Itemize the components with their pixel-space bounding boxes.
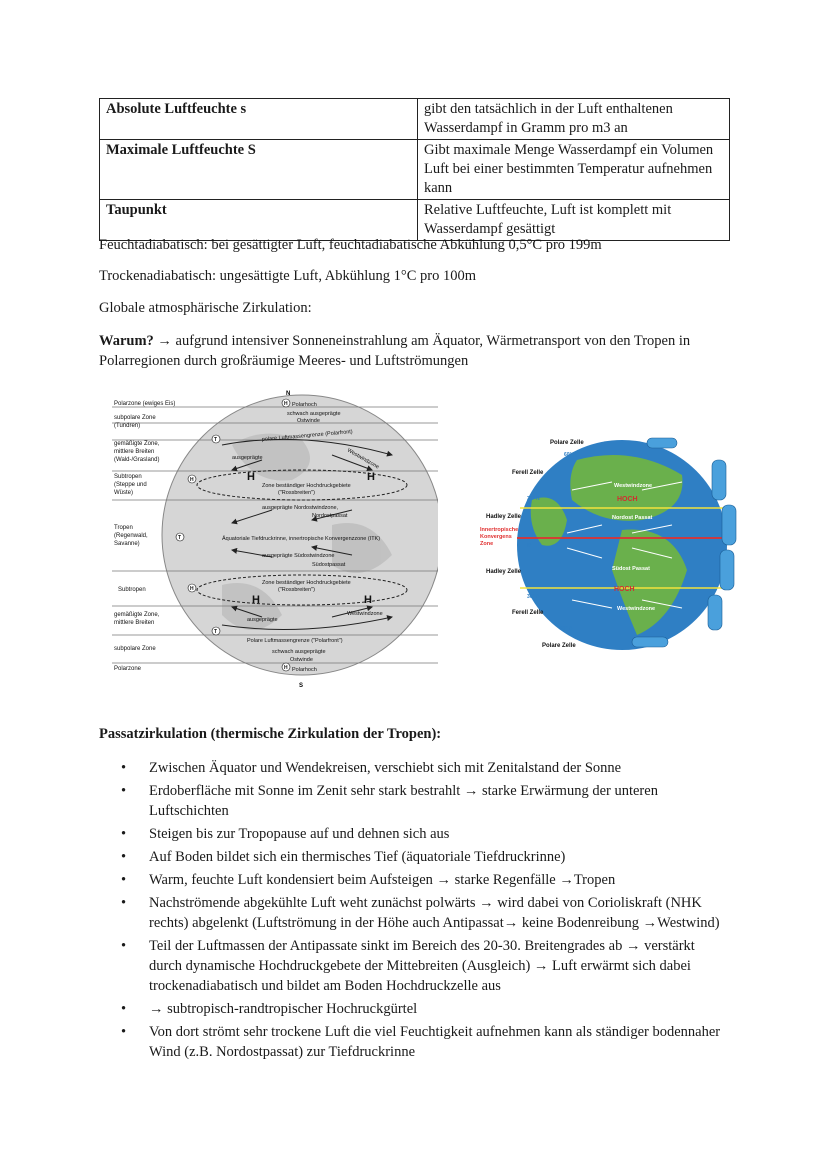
high-symbol: H [190,477,194,483]
diagram-label: ausgeprägte Südostwindzone [262,553,335,559]
zone-label: mittlere Breiten [114,620,155,626]
zone-label: subpolare Zone [114,415,156,421]
zone-label: (Steppe und [114,482,147,488]
wind-label: Westwindzone [614,483,653,489]
desc-cell: gibt den tatsächlich in der Luft enthaltenen Wasserdampf in Gramm pro m3 an [418,99,730,140]
zone-label: Wüste) [114,490,134,496]
diagram-label: schwach ausgeprägte [272,649,326,655]
diagram-label: Westwindzone [347,611,383,617]
cell-label: Polare Zelle [542,643,576,649]
warum-text: aufgrund intensiver Sonneneinstrahlung am Äquator, Wärmetransport von den Tropen in Polarregionen durch großräumige Meeres- und Luftströmungen [99,333,691,369]
high-label: HOCH [614,586,635,593]
high-pressure-marker: H [364,594,372,606]
list-item [99,847,729,867]
globe-cells-diagram [472,430,740,655]
list-item [99,936,729,996]
diagram-label: ausgeprägte [247,617,278,623]
high-pressure-marker: H [367,471,375,483]
list-item [99,1022,729,1062]
humidity-definitions-table [99,98,730,241]
zone-label: Polarzone (ewiges Eis) [114,401,176,407]
diagram-label: Südostpassat [312,562,346,568]
bullet: • [121,760,127,776]
zone-label: subpolare Zone [114,646,156,652]
bullet: • [121,938,127,954]
latitude-label: 60° N [564,452,577,458]
diagram-label: Ostwinde [290,657,313,663]
cell-label: Polare Zelle [550,440,584,446]
diagram-label: Westwindzone [346,447,380,471]
global-circulation-heading: Globale atmosphärische Zirkulation: [99,300,312,316]
latitude-label: 0° [527,543,532,549]
zone-label: Polarzone [114,666,142,672]
diagram-label: schwach ausgeprägte [287,411,341,417]
trockenadiabatisch-line: Trockenadiabatisch: ungesättigte Luft, Abkühlung 1°C pro 100m [99,268,476,284]
diagram-label: ("Rossbreiten") [278,490,315,496]
list-item [99,870,729,890]
wind-label: Nordost Passat [612,515,653,521]
zone-label: gemäßigte Zone, [114,612,160,618]
cell-label: Hadley Zelle [486,569,522,575]
zone-label: mittlere Breiten [114,449,155,455]
bullet: • [121,872,127,888]
high-pressure-marker: H [252,594,260,606]
diagram-label: polare Luftmassengrenze (Polarfront) [261,429,353,443]
zone-label: (Regenwald, [114,533,148,539]
bullet-text: Warm, feuchte Luft kondensiert beim Aufsteigen → starke Regenfälle →Tropen [149,872,616,888]
passat-heading: Passatzirkulation (thermische Zirkulation der Tropen): [99,726,442,742]
bullet-text: Auf Boden bildet sich ein thermisches Tief (äquatoriale Tiefdruckrinne) [149,849,566,865]
diagram-label: Polare Luftmassengrenze ("Polarfront") [247,638,343,644]
zone-label: (Tundren) [114,423,141,429]
itk-label: Konvergens [480,534,512,540]
high-symbol: H [284,665,288,671]
high-label: HOCH [617,496,638,503]
cell-label: Ferell Zelle [512,610,544,616]
bullet: • [121,1001,127,1017]
bullet: • [121,826,127,842]
table-row [100,140,730,200]
bullet-text: Teil der Luftmassen der Antipassate sinkt im Bereich des 20-30. Breitengrades ab → verstärkt durch dynamische Hochdruckgebete der Mittebreiten (Ausgleich) → Luft erwärmt sich dabei trockenadiabatisch und bildet am Boden Hochdruckzelle aus [149,938,695,994]
diagram-label: ausgeprägte Nordostwindzone, [262,505,339,511]
zone-label: (Wald-/Grasland) [114,457,160,463]
list-item [99,781,729,821]
list-item [99,758,729,778]
zone-label: Subtropen [118,587,146,593]
table-row [100,99,730,140]
latitude-label: 60° S [560,626,573,632]
bullet-text: Nachströmende abgekühlte Luft weht zunächst polwärts → wird dabei von Corioliskraft (NHK rechts) abgelenkt (Luftströmung in der Höhe auch Antipassat→ keine Bodenreibung →Westwind) [149,895,720,931]
wind-label: Südost Passat [612,566,650,572]
south-label: S [299,683,304,689]
wind-label: Westwindzone [617,606,656,612]
latitude-label: 30° N [527,496,540,502]
diagram-label: Äquatoriale Tiefdruckrinne, innertropische Konvergenzzone (ITK) [222,536,381,542]
zone-label: Savanne) [114,541,140,547]
warum-paragraph [99,331,719,371]
desc-cell: Gibt maximale Menge Wasserdampf ein Volumen Luft bei einer bestimmten Temperatur aufnehmen kann [418,140,730,200]
diagram-label: Zone beständiger Hochdruckgebiete [262,580,351,586]
term-cell: Maximale Luftfeuchte S [100,140,418,200]
bullet-text: Von dort strömt sehr trockene Luft die viel Feuchtigkeit aufnehmen kann als ständiger bodennaher Wind (z.B. Nordostpassat) zur Tiefdruckrinne [149,1024,721,1060]
bullet-text: Steigen bis zur Tropopause auf und dehnen sich aus [149,826,450,842]
bullet-text: Erdoberfläche mit Sonne im Zenit sehr stark bestrahlt → starke Erwärmung der unteren Luftschichten [149,783,658,819]
low-symbol: T [214,629,218,635]
diagram-label: ausgeprägte [232,455,263,461]
diagram-label: Polarhoch [292,402,317,408]
term-cell: Absolute Luftfeuchte s [100,99,418,140]
list-item [99,893,729,933]
cell-label: Ferell Zelle [512,470,544,476]
itk-label: Zone [480,541,494,547]
high-pressure-marker: H [247,471,255,483]
low-symbol: T [214,437,218,443]
list-item [99,824,729,844]
passat-bullet-list [99,758,729,1065]
zone-label: gemäßigte Zone, [114,441,160,447]
zone-label: Tropen [114,525,133,531]
diagram-label: Zone beständiger Hochdruckgebiete [262,483,351,489]
feuchtadiabatisch-line: Feuchtadiabatisch: bei gesättigter Luft, feuchtadiabatische Abkühlung 0,5°C pro 199m [99,237,602,253]
bullet: • [121,1024,127,1040]
circulation-zones-diagram [112,385,438,690]
diagram-label: ("Rossbreiten") [278,587,315,593]
itk-label: Innertropische [480,527,519,533]
warum-label: Warum? → [99,333,172,349]
low-symbol: T [178,535,182,541]
bullet: • [121,849,127,865]
latitude-label: 30° S [527,594,540,600]
diagram-label: Nordostpassat [312,513,348,519]
diagram-label: Polarhoch [292,667,317,673]
bullet: • [121,783,127,799]
north-label: N [286,391,291,397]
diagram-label: Ostwinde [297,418,320,424]
bullet-text: → subtropisch-randtropischer Hochruckgürtel [149,1001,418,1017]
bullet: • [121,895,127,911]
high-symbol: H [284,401,288,407]
zone-label: Subtropen [114,474,142,480]
bullet-text: Zwischen Äquator und Wendekreisen, verschiebt sich mit Zenitalstand der Sonne [149,760,622,776]
list-item [99,999,729,1019]
term-cell: Taupunkt [100,200,418,241]
desc-cell: Relative Luftfeuchte, Luft ist komplett mit Wasserdampf gesättigt [418,200,730,241]
cell-label: Hadley Zelle [486,514,522,520]
high-symbol: H [190,586,194,592]
